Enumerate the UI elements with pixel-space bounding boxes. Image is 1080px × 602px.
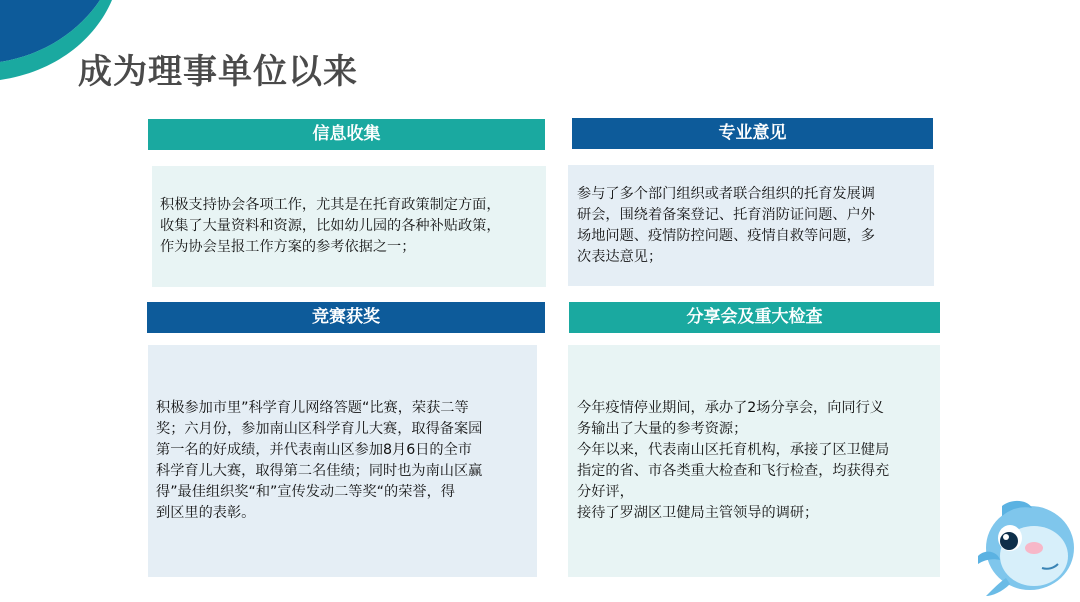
card-body-professional-opinion xyxy=(568,165,934,286)
card-text-competition-awards: 积极参加市里”科学育儿网络答题“比赛，荣获二等 奖；六月份，参加南山区科学育儿大赛，取得备案园 第一名的好成绩，并代表南山区参加8月6日的全市 科学育儿大赛，取得第二名佳绩；同时也为南山区赢 得”最佳组织奖“和”宣传发动二等奖“的荣誉，得 到区里的表彰。 xyxy=(156,400,483,521)
card-text-info-collection: 积极支持协会各项工作，尤其是在托育政策制定方面， 收集了大量资料和资源，比如幼儿园的各种补贴政策， 作为协会呈报工作方案的参考依据之一； xyxy=(160,197,501,255)
card-body-info-collection xyxy=(152,166,546,287)
card-text-sharing-inspections: 今年疫情停业期间，承办了2场分享会，向同行义 务输出了大量的参考资源； 今年以来，代表南山区托育机构，承接了区卫健局 指定的省、市各类重大检查和飞行检查，均获得充 分好评， 接待了罗湖区卫健局主管领导的调研； xyxy=(577,400,890,521)
card-header-sharing-inspections: 分享会及重大检查 xyxy=(569,302,940,333)
card-header-competition-awards: 竞赛获奖 xyxy=(147,302,545,333)
dolphin-mascot-icon xyxy=(972,498,1078,598)
card-text-professional-opinion: 参与了多个部门组织或者联合组织的托育发展调 研会，围绕着备案登记、托育消防证问题、户外 场地问题、疫情防控问题、疫情自救等问题，多 次表达意见； xyxy=(577,185,875,265)
card-header-info-collection: 信息收集 xyxy=(148,119,545,150)
card-header-professional-opinion: 专业意见 xyxy=(572,118,933,149)
card-body-sharing-inspections xyxy=(568,345,940,577)
page-title: 成为理事单位以来 xyxy=(78,52,358,92)
card-body-competition-awards xyxy=(148,345,537,577)
